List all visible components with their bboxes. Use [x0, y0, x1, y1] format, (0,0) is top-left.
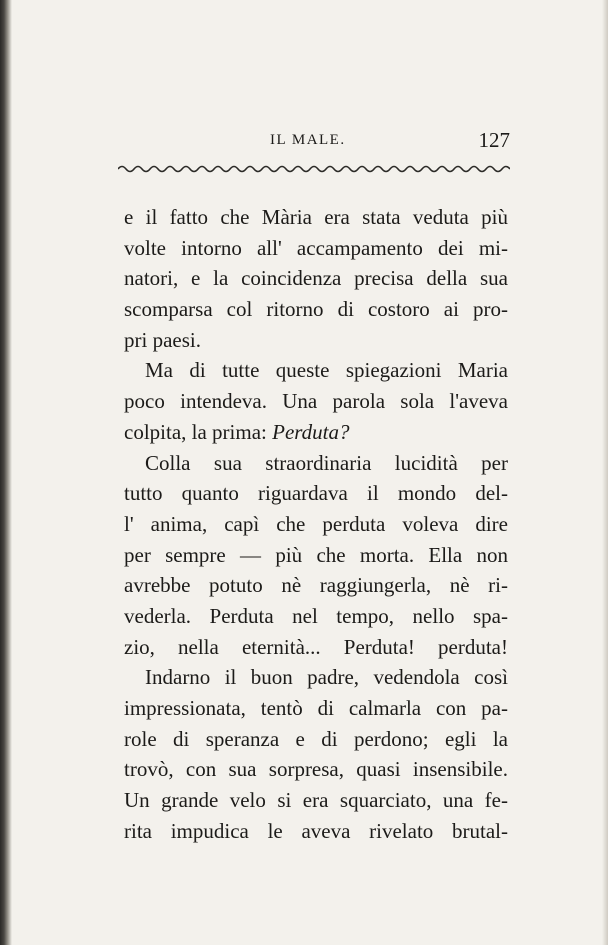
text-line: zio, nella eternità... Perduta! perduta! — [124, 634, 508, 659]
text-line: rita impudica le aveva rivelato brutal- — [124, 818, 508, 843]
text-line: pri paesi. — [124, 327, 201, 352]
running-header — [120, 130, 510, 156]
text-line: avrebbe potuto nè raggiungerla, nè ri- — [124, 573, 508, 598]
text-line: Un grande velo si era squarciato, una fe- — [124, 788, 508, 813]
text-line: Ma di tutte queste spiegazioni Maria — [145, 358, 508, 383]
text-line: tutto quanto riguardava il mondo del- — [124, 481, 508, 506]
text-line: volte intorno all' accampamento dei mi- — [124, 235, 508, 260]
text-line: l' anima, capì che perduta voleva dire — [124, 511, 508, 536]
italic-word: Perduta? — [272, 419, 350, 444]
text-line: natori, e la coincidenza precisa della sua — [124, 266, 508, 291]
page-binding-edge — [0, 0, 12, 945]
text-line — [124, 417, 508, 448]
text-line-start: colpita, la prima: — [124, 419, 273, 444]
decorative-rule-ornament — [118, 164, 510, 174]
text-line: e il fatto che Mària era stata veduta più — [124, 205, 508, 229]
text-line: impressionata, tentò di calmarla con pa- — [124, 696, 508, 720]
text-line: Colla sua straordinaria lucidità per — [145, 450, 508, 475]
running-title: IL MALE. — [270, 132, 346, 148]
text-line: trovò, con sua sorpresa, quasi insensibile. — [124, 757, 508, 782]
page-right-edge — [602, 0, 608, 945]
text-line: poco intendeva. Una parola sola l'aveva — [124, 389, 508, 414]
text-line: vederla. Perduta nel tempo, nello spa- — [124, 603, 508, 628]
page-number: 127 — [478, 128, 510, 152]
text-line: role di speranza e di perdono; egli la — [124, 726, 508, 751]
text-line: per sempre — più che morta. Ella non — [124, 542, 508, 567]
body-text — [124, 202, 508, 846]
text-line: scomparsa col ritorno di costoro ai pro- — [124, 297, 508, 322]
text-line: Indarno il buon padre, vedendola così — [145, 665, 508, 690]
